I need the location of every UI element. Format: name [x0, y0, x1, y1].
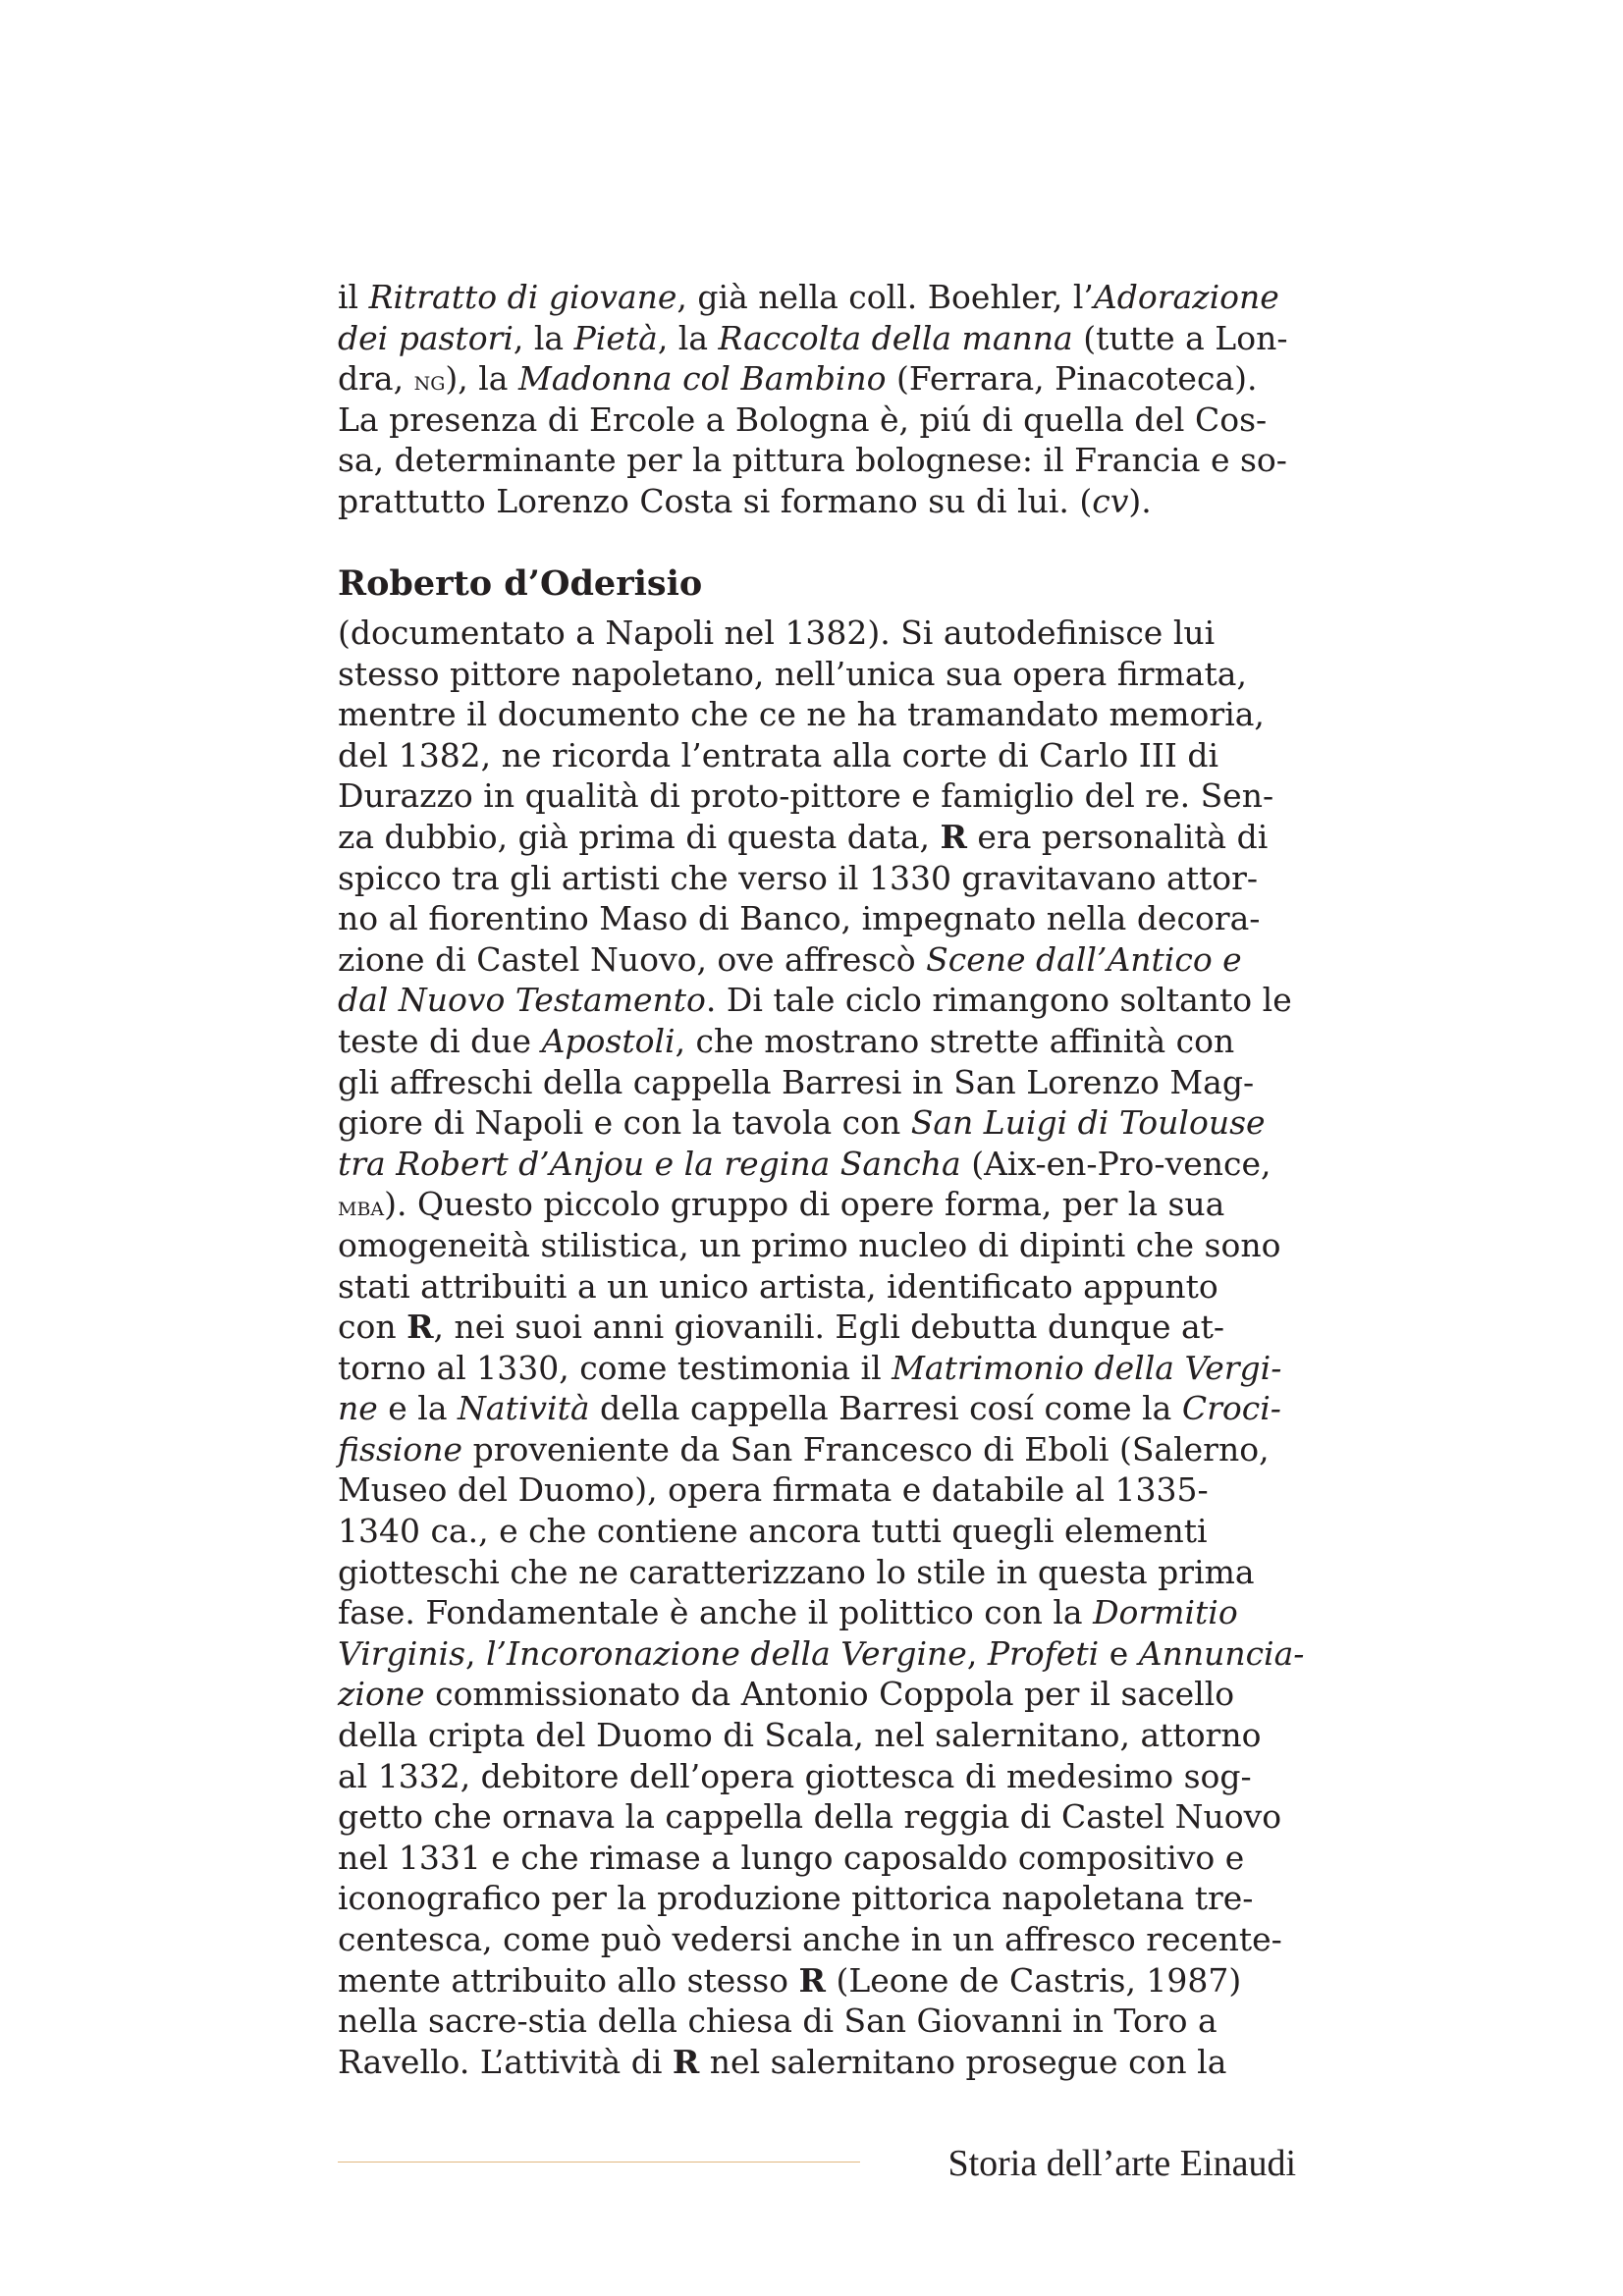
text-line [338, 775, 1296, 817]
text-line [338, 1715, 1296, 1756]
text-run: prattutto Lorenzo Costa si formano su di lui. ( [338, 481, 1093, 520]
footer-rule [338, 2162, 860, 2163]
text-run: fissione [338, 1429, 463, 1468]
text-line [338, 1469, 1296, 1511]
text-run: dei pastori [338, 318, 514, 357]
text-line [338, 2001, 1296, 2042]
text-line [338, 1552, 1296, 1593]
text-run: il [338, 278, 369, 316]
text-run: 1340 ca., e che contiene ancora tutti quegli elementi [338, 1512, 1208, 1551]
text-run: Croci- [1181, 1389, 1281, 1428]
text-run: dal Nuovo Testamento [338, 981, 706, 1020]
text-line [338, 1225, 1296, 1266]
text-line [338, 481, 1296, 522]
text-run: nella sacre-stia della chiesa di San Giovanni in Toro a [338, 2002, 1217, 2041]
text-line [338, 939, 1296, 981]
text-run: fase. Fondamentale è anche il polittico con la [338, 1593, 1094, 1632]
text-run: torno al 1330, come testimonia il [338, 1348, 893, 1387]
text-run: (tutte a Lon- [1072, 318, 1288, 357]
text-run: e la [377, 1389, 459, 1428]
text-run: , la [657, 318, 719, 357]
text-line [338, 1021, 1296, 1062]
text-run: Madonna col Bambino [517, 359, 887, 399]
text-run: Profeti [987, 1633, 1100, 1673]
text-run: (Leone de Castris, 1987) [825, 1960, 1242, 2000]
text-line [338, 1102, 1296, 1144]
text-run: mentre il documento che ce ne ha tramandato memoria, [338, 695, 1265, 734]
text-run: della cripta del Duomo di Scala, nel salernitano, attorno [338, 1716, 1262, 1755]
text-run: commissionato da Antonio Coppola per il sacello [424, 1675, 1235, 1714]
text-run: e [1099, 1633, 1139, 1673]
footer-title: Storia dell’arte Einaudi [947, 2143, 1296, 2184]
text-line [338, 318, 1296, 359]
text-line [338, 898, 1296, 939]
text-line [338, 613, 1296, 654]
text-run: , che mostrano strette affinità con [675, 1021, 1235, 1060]
text-line [338, 1388, 1296, 1429]
text-run: con [338, 1308, 407, 1347]
text-run: (Aix-en-Pro-vence, [960, 1144, 1271, 1183]
previous-entry-continuation [338, 277, 1296, 522]
text-run: nel salernitano prosegue con la [699, 2042, 1227, 2081]
text-line [338, 1919, 1296, 1960]
text-line [338, 858, 1296, 899]
text-line [338, 1511, 1296, 1552]
text-run: ). Questo piccolo gruppo di opere forma, per la sua [384, 1185, 1225, 1224]
text-run: giotteschi che ne caratterizzano lo stile in questa prima [338, 1552, 1255, 1591]
text-run: mente attribuito allo stesso [338, 1960, 799, 2000]
text-run: centesca, come può vedersi anche in un affresco recente- [338, 1920, 1282, 1958]
text-run: cv [1092, 481, 1129, 520]
text-run: Natività [458, 1389, 590, 1428]
text-run: La presenza di Ercole a Bologna è, piú di quella del Cos- [338, 400, 1268, 439]
text-run: Annuncia- [1138, 1633, 1305, 1673]
entry-heading: Roberto d’Oderisio [338, 563, 703, 604]
text-line [338, 358, 1296, 400]
text-line [338, 817, 1296, 858]
text-line [338, 1429, 1296, 1470]
text-run: stesso pittore napoletano, nell’unica sua opera firmata, [338, 654, 1247, 693]
text-line [338, 277, 1296, 318]
text-run: R [940, 817, 967, 856]
text-line [338, 1633, 1305, 1675]
text-run: R [406, 1308, 434, 1347]
text-run: al 1332, debitore dell’opera giottesca di medesimo sog- [338, 1756, 1252, 1795]
text-run: R [798, 1960, 826, 2000]
text-line [338, 1184, 1296, 1225]
text-line [338, 2042, 1296, 2083]
text-line [338, 1796, 1296, 1838]
text-run: (Ferrara, Pinacoteca). [886, 359, 1258, 399]
text-line [338, 400, 1296, 441]
text-line [338, 1756, 1296, 1797]
text-run: gli affreschi della cappella Barresi in San Lorenzo Mag- [338, 1062, 1255, 1101]
text-run: Museo del Duomo), opera firmata e databile al 1335- [338, 1470, 1209, 1510]
text-line [338, 1838, 1296, 1879]
text-run: Scene dall’Antico e [926, 939, 1242, 979]
text-run: Ritratto di giovane [368, 278, 677, 316]
text-run: , [966, 1633, 988, 1673]
text-run: zione [338, 1675, 425, 1714]
text-line [338, 440, 1296, 481]
text-run: R [672, 2042, 700, 2081]
text-run: Durazzo in qualità di proto-pittore e famiglio del re. Sen- [338, 776, 1274, 816]
text-run: Virginis [338, 1633, 466, 1673]
text-run: sa, determinante per la pittura bolognese: il Francia e so- [338, 441, 1287, 480]
text-run: (documentato a Napoli nel 1382). Si autodefinisce lui [338, 614, 1216, 652]
text-run: , nei suoi anni giovanili. Egli debutta dunque at- [433, 1308, 1225, 1347]
text-line [338, 1348, 1296, 1389]
text-run: proveniente da San Francesco di Eboli (Salerno, [462, 1429, 1270, 1468]
text-run: stati attribuiti a un unico artista, identificato appunto [338, 1266, 1218, 1306]
text-run: del 1382, ne ricorda l’entrata alla corte di Carlo III di [338, 735, 1219, 774]
text-line [338, 1960, 1296, 2002]
text-run: ). [1128, 481, 1152, 520]
text-run: teste di due [338, 1021, 542, 1060]
text-line [338, 694, 1296, 735]
text-run: era personalità di [966, 817, 1269, 856]
text-run: Raccolta della manna [718, 318, 1073, 357]
text-run: ng [413, 366, 446, 398]
text-run: l’Incoronazione della Vergine [486, 1633, 967, 1673]
text-run: mba [338, 1192, 385, 1223]
text-run: giore di Napoli e con la tavola con [338, 1103, 911, 1143]
text-run: Apostoli [541, 1021, 676, 1060]
text-run: Ravello. L’attività di [338, 2042, 673, 2081]
text-run: ne [338, 1389, 378, 1428]
text-run: getto che ornava la cappella della reggia di Castel Nuovo [338, 1797, 1282, 1837]
text-run: za dubbio, già prima di questa data, [338, 817, 941, 856]
text-run: Pietà [573, 318, 658, 357]
text-line [338, 1674, 1296, 1715]
text-run: nel 1331 e che rimase a lungo caposaldo compositivo e [338, 1838, 1245, 1877]
text-run: della cappella Barresi cosí come la [589, 1389, 1182, 1428]
text-run: ), la [445, 359, 518, 399]
text-run: dra, [338, 359, 414, 399]
text-run: tra Robert d’Anjou e la regina Sancha [338, 1144, 961, 1183]
text-run: omogeneità stilistica, un primo nucleo di dipinti che sono [338, 1225, 1281, 1264]
text-run: Dormitio [1093, 1593, 1238, 1632]
text-line [338, 1592, 1296, 1633]
text-run: , [465, 1633, 486, 1673]
text-line [338, 654, 1296, 695]
text-run: Adorazione [1093, 278, 1279, 316]
text-line [338, 980, 1296, 1021]
text-line [338, 1878, 1296, 1919]
entry-body [338, 613, 1305, 2082]
text-run: . Di tale ciclo rimangono soltanto le [705, 981, 1292, 1020]
text-line [338, 735, 1296, 776]
text-line [338, 1266, 1296, 1308]
text-run: , la [513, 318, 574, 357]
text-run: Matrimonio della Vergi- [892, 1348, 1282, 1387]
text-run: no al fiorentino Maso di Banco, impegnato nella decora- [338, 899, 1261, 938]
text-run: San Luigi di Toulouse [910, 1103, 1266, 1143]
text-run: iconografico per la produzione pittorica napoletana tre- [338, 1879, 1254, 1918]
text-line [338, 1307, 1296, 1348]
text-run: zione di Castel Nuovo, ove affrescò [338, 939, 927, 979]
text-line [338, 1144, 1296, 1185]
text-run: , già nella coll. Boehler, l’ [676, 278, 1094, 316]
text-run: spicco tra gli artisti che verso il 1330 gravitavano attor- [338, 858, 1259, 897]
text-line [338, 1062, 1296, 1103]
